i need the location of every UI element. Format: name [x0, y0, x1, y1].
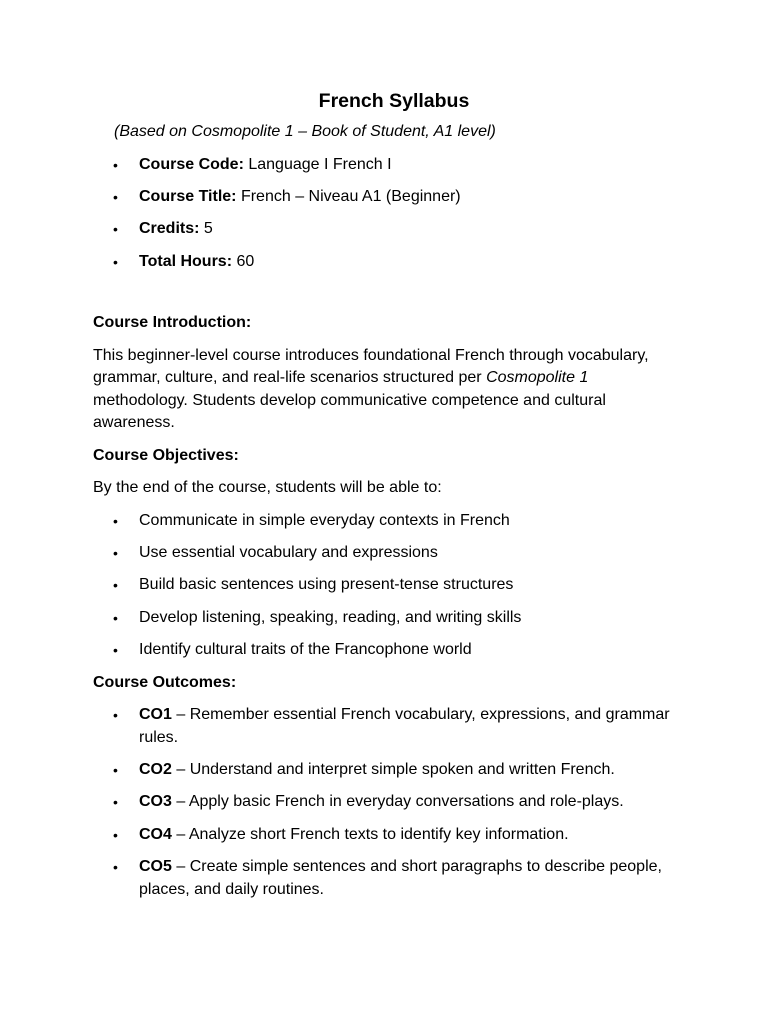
outcome-text: – Understand and interpret simple spoken and written French. [171, 761, 615, 779]
outcome-item-co1 [93, 704, 683, 749]
outcome-code: CO5 [139, 858, 172, 876]
outcome-text: – Create simple sentences and short paragraphs to describe people, places, and daily routines. [139, 858, 662, 898]
outcome-code: CO2 [139, 761, 172, 779]
meta-value: Language I French I [243, 155, 392, 173]
outcome-code: CO4 [139, 825, 172, 843]
introduction-paragraph [93, 345, 683, 435]
meta-label: Course Code: [139, 155, 244, 173]
outcome-item-co4 [93, 824, 683, 847]
objective-item: • Use essential vocabulary and expressions [93, 542, 683, 565]
outcome-code: CO1 [139, 706, 172, 724]
objective-item: • Identify cultural traits of the Francophone world [93, 639, 683, 662]
objective-item: • Develop listening, speaking, reading, and writing skills [93, 607, 683, 630]
outcome-code: CO3 [139, 793, 172, 811]
meta-value: French – Niveau A1 (Beginner) [236, 187, 461, 205]
document-content [93, 88, 683, 911]
introduction-text-after: methodology. Students develop communicative competence and cultural awareness. [93, 391, 606, 432]
meta-label: Course Title: [139, 187, 237, 205]
outcome-item-co5 [93, 856, 683, 901]
outcome-text: – Apply basic French in everyday conversations and role-plays. [171, 793, 624, 811]
outcome-item-co2 [93, 759, 683, 782]
introduction-heading: Course Introduction: [93, 314, 252, 332]
outcomes-list [93, 704, 683, 901]
meta-label: Total Hours: [139, 252, 233, 270]
introduction-text-italic: Cosmopolite 1 [486, 369, 589, 387]
meta-label: Credits: [139, 220, 200, 238]
objectives-heading: Course Objectives: [93, 446, 239, 464]
outcomes-heading: Course Outcomes: [93, 673, 237, 691]
objectives-intro: By the end of the course, students will be able to: [93, 479, 442, 497]
meta-total-hours [93, 251, 683, 274]
document-subtitle: (Based on Cosmopolite 1 – Book of Student, A1 level) [114, 123, 496, 140]
document-title: French Syllabus [318, 90, 470, 112]
objective-item: • Communicate in simple everyday contexts in French [93, 510, 683, 533]
objectives-list [93, 510, 683, 662]
objective-item: • Build basic sentences using present-tense structures [93, 574, 683, 597]
outcome-item-co3 [93, 791, 683, 814]
meta-value: 5 [199, 220, 213, 238]
meta-course-code [93, 154, 683, 177]
introduction-text-before: This beginner-level course introduces foundational French through vocabulary, grammar, culture, and real-life scenarios structured per [93, 346, 649, 387]
meta-value: 60 [232, 252, 255, 270]
outcome-text: – Analyze short French texts to identify key information. [171, 825, 569, 843]
meta-credits [93, 218, 683, 241]
course-meta-list [93, 154, 683, 274]
outcome-text: – Remember essential French vocabulary, expressions, and grammar rules. [139, 706, 670, 746]
meta-course-title [93, 186, 683, 209]
